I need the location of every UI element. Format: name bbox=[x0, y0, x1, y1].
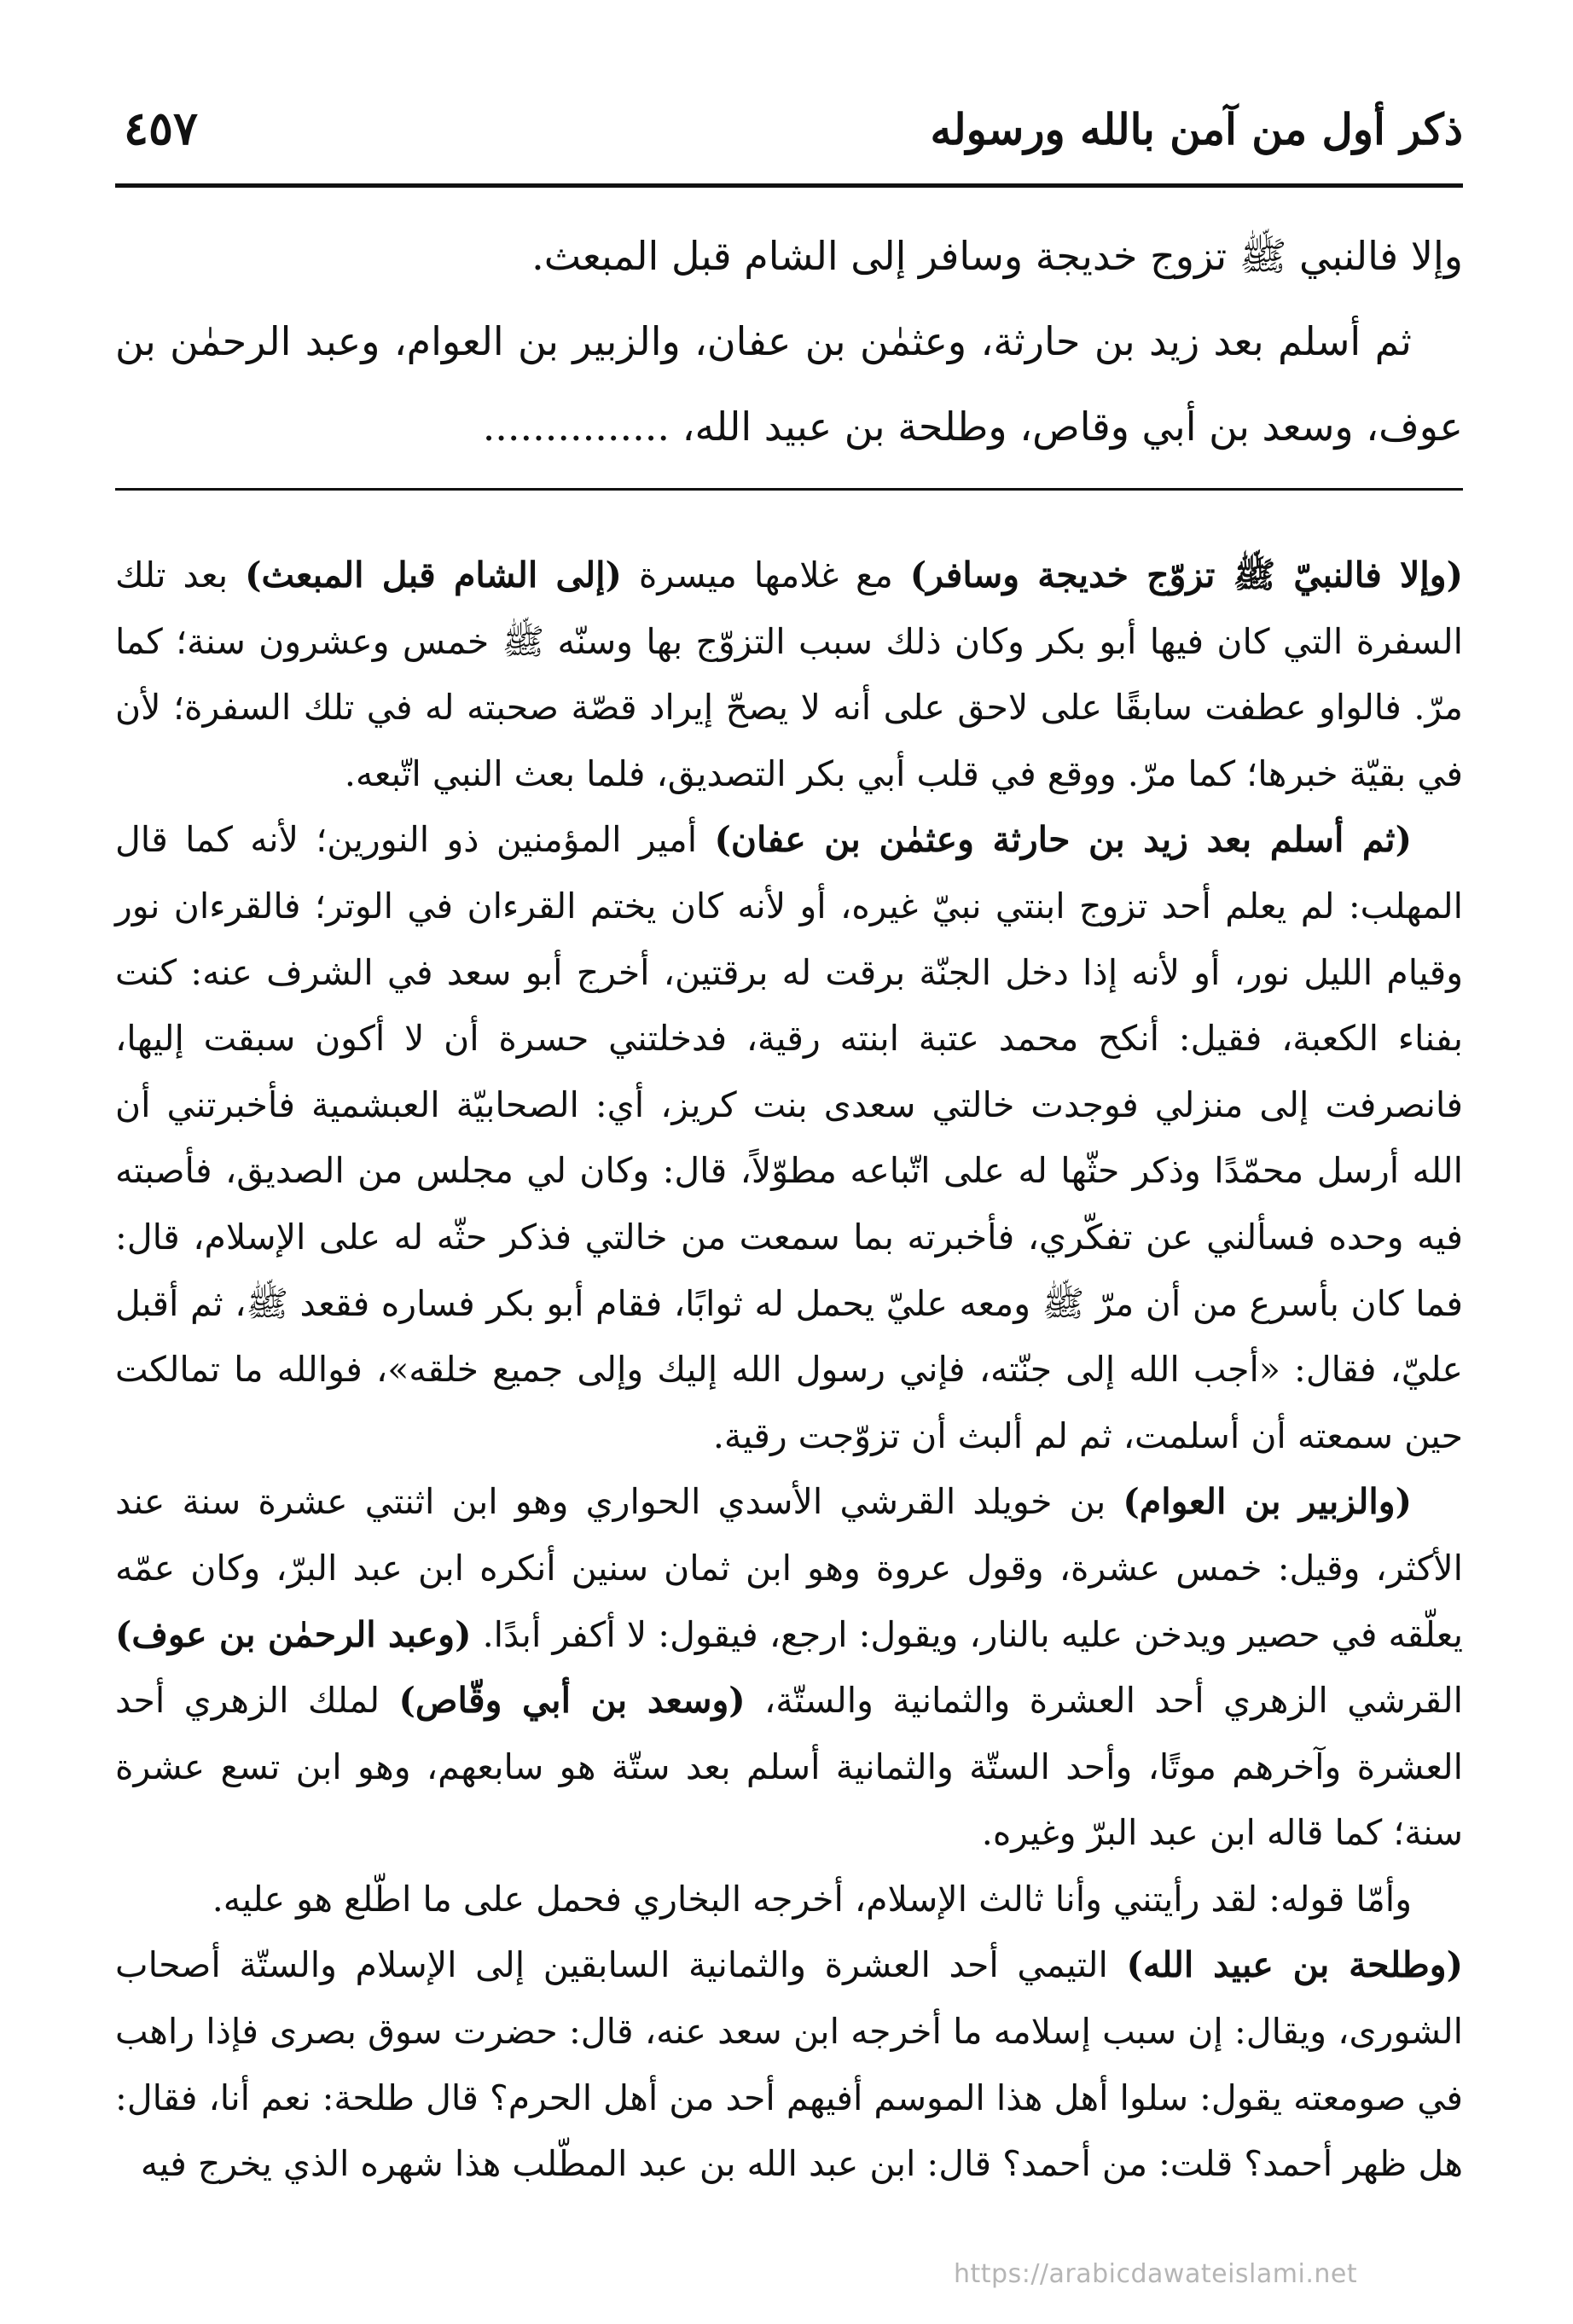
commentary-span: أمير المؤمنين ذو النورين؛ لأنه كما قال المهلب: لم يعلم أحد تزوج ابنتي نبيّ غيره، أو لأنه كان يختم القرءان في الوتر؛ فالقرءان نور وقيام الليل نور، أو لأنه إذا دخل الجنّة برقت له برقتين، أخرج أبو سعد في الشرف عنه: كنت بفناء الكعبة، فقيل: أنكح محمد عتبة ابنته رقية، فدخلتني حسرة أن لا أكون سبقت إليها، فانصرفت إلى منزلي فوجدت خالتي سعدى بنت كريز، أي: الصحابيّة العبشمية فأخبرتني أن الله أرسل محمّدًا وذكر حثّها له على اتّباعه مطوّلاً، قال: وكان لي مجلس من الصديق، فأصبته فيه وحده فسألني عن تفكّري، فأخبرته بما سمعت من خالتي فذكر حثّه له على الإسلام، قال: فما كان بأسرع من أن مرّ ﷺ ومعه عليّ يحمل له ثوابًا، فقام أبو بكر فساره فقعد ﷺ، ثم أقبل عليّ، فقال: «أجب الله إلى جنّته، فإني رسول الله إليك وإلى جميع خلقه»، فوالله ما تمالكت حين سمعته أن أسلمت، ثم لم ألبث أن تزوّجت رقية. bbox=[115, 819, 1463, 1456]
commentary-span: بن خويلد القرشي الأسدي الحواري وهو ابن اثنتي عشرة سنة عند الأكثر، وقيل: خمس عشرة، وقول عروة وهو ابن ثمان سنين أنكره ابن عبد البرّ، وكان عمّه يعلّقه في حصير ويدخن عليه بالنار، ويقول: ارجع، فيقول: لا أكفر أبدًا. bbox=[115, 1481, 1463, 1655]
book-page bbox=[115, 0, 1463, 2324]
page-header bbox=[115, 96, 1463, 181]
main-text-paragraph: ثم أسلم بعد زيد بن حارثة، وعثمٰن بن عفان، والزبير بن العوام، وعبد الرحمٰن بن عوف، وسعد بن أبي وقاص، وطلحة بن عبيد الله، ............... bbox=[115, 318, 1463, 450]
commentary-paragraph bbox=[115, 1469, 1463, 1867]
commentary-paragraph bbox=[115, 807, 1463, 1469]
commentary-span: بعد تلك السفرة التي كان فيها أبو بكر وكان ذلك سبب التزوّج بها وسنّه ﷺ خمس وعشرون سنة؛ كما مرّ. فالواو عطفت سابقًا على لاحق على أنه لا يصحّ إيراد قصّة صحبته له في تلك السفرة؛ لأن في بقيّة خبرها؛ كما مرّ. ووقع في قلب أبي بكر التصديق، فلما بعث النبي اتّبعه. bbox=[115, 555, 1463, 794]
main-text-paragraph: وإلا فالنبي ﷺ تزوج خديجة وسافر إلى الشام قبل المبعث. bbox=[531, 233, 1463, 279]
commentary-span: لملك الزهري أحد العشرة وآخرهم موتًا، وأحد الستّة والثمانية أسلم بعد ستّة هو سابعهم، وهو ابن تسع عشرة سنة؛ كما قاله ابن عبد البرّ وغيره. bbox=[115, 1680, 1463, 1854]
commentary-span: التيمي أحد العشرة والثمانية السابقين إلى الإسلام والستّة أصحاب الشورى، ويقال: إن سبب إسلامه ما أخرجه ابن سعد عنه، قال: حضرت سوق بصرى فإذا راهب في صومعته يقول: سلوا أهل هذا الموسم أفيهم أحد من أهل الحرم؟ قال طلحة: نعم أنا، فقال: هل ظهر أحمد؟ قلت: من أحمد؟ قال: ابن عبد الله بن عبد المطّلب هذا شهره الذي يخرج فيه bbox=[115, 1944, 1463, 2185]
commentary-span: القرشي الزهري أحد العشرة والثمانية والستّة، bbox=[745, 1680, 1463, 1722]
quoted-lemma: (وعبد الرحمٰن بن عوف) bbox=[115, 1613, 472, 1655]
commentary-separator-rule bbox=[115, 488, 1463, 491]
commentary-span: مع غلامها ميسرة bbox=[621, 555, 910, 596]
commentary-paragraph bbox=[115, 1932, 1463, 2197]
quoted-lemma: (إلى الشام قبل المبعث) bbox=[245, 555, 622, 596]
commentary-paragraph: وأمّا قوله: لقد رأيتني وأنا ثالث الإسلام، أخرجه البخاري فحمل على ما اطّلع هو عليه. bbox=[212, 1878, 1412, 1920]
main-text bbox=[115, 213, 1463, 469]
commentary-text bbox=[115, 543, 1463, 2198]
watermark-url: https://arabicdawateislami.net bbox=[954, 2259, 1358, 2289]
header-rule bbox=[115, 183, 1463, 188]
running-title: ذكر أول من آمن بالله ورسوله bbox=[930, 104, 1463, 154]
quoted-lemma: (وسعد بن أبي وقّاص) bbox=[398, 1680, 746, 1722]
page-number: ٤٥٧ bbox=[124, 101, 199, 155]
quoted-lemma: (وإلا فالنبيّ ﷺ تزوّج خديجة وسافر) bbox=[909, 555, 1464, 596]
commentary-paragraph bbox=[115, 543, 1463, 807]
quoted-lemma: (والزبير بن العوام) bbox=[1123, 1481, 1412, 1523]
quoted-lemma: (ثم أسلم بعد زيد بن حارثة وعثمٰن بن عفان) bbox=[714, 819, 1412, 861]
quoted-lemma: (وطلحة بن عبيد الله) bbox=[1126, 1944, 1463, 1986]
